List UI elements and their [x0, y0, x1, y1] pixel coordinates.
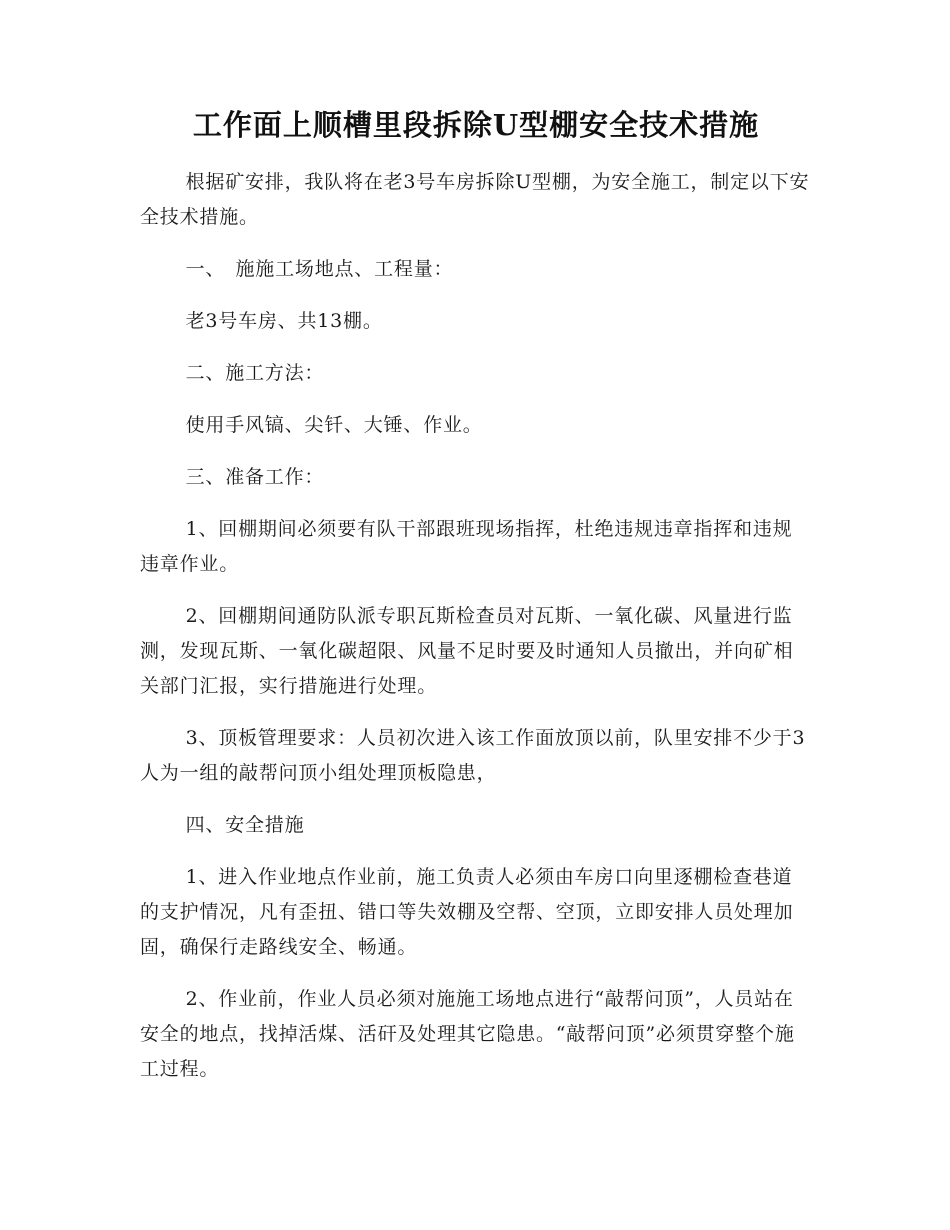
section-4-item-2: 2、作业前，作业人员必须对施施工场地点进行“敲帮问顶”，人员站在安全的地点，找掉活煤、活矸及处理其它隐患。“敲帮问顶”必须贯穿整个施工过程。	[140, 988, 795, 1080]
section-3-item-3: 3、顶板管理要求：人员初次进入该工作面放顶以前，队里安排不少于3人为一组的敲帮问顶小组处理顶板隐患，	[140, 727, 806, 784]
section-heading-4: 四、安全措施	[185, 814, 305, 836]
section-2-content: 使用手风镐、尖钎、大锤、作业。	[185, 414, 483, 436]
section-heading-1: 一、 施施工场地点、工程量：	[185, 258, 454, 280]
section-1-content: 老3号车房、共13棚。	[185, 310, 383, 332]
section-3-item-2: 2、回棚期间通防队派专职瓦斯检查员对瓦斯、一氧化碳、风量进行监测，发现瓦斯、一氧化碳超限、风量不足时要及时通知人员撤出，并向矿相关部门汇报，实行措施进行处理。	[140, 605, 794, 697]
section-4-item-1: 1、进入作业地点作业前，施工负责人必须由车房口向里逐棚检查巷道的支护情况，凡有歪扭、错口等失效棚及空帮、空顶，立即安排人员处理加固，确保行走路线安全、畅通。	[140, 866, 794, 958]
document-title: 工作面上顺槽里段拆除U型棚安全技术措施	[192, 108, 760, 142]
document-body	[140, 165, 812, 1087]
intro-paragraph: 根据矿安排，我队将在老3号车房拆除U型棚，为安全施工，制定以下安全技术措施。	[140, 171, 810, 228]
document-page	[140, 105, 812, 1104]
section-3-item-1: 1、回棚期间必须要有队干部跟班现场指挥，杜绝违规违章指挥和违规违章作业。	[140, 518, 793, 575]
section-heading-3: 三、准备工作：	[185, 466, 325, 488]
section-heading-2: 二、施工方法：	[185, 362, 325, 384]
